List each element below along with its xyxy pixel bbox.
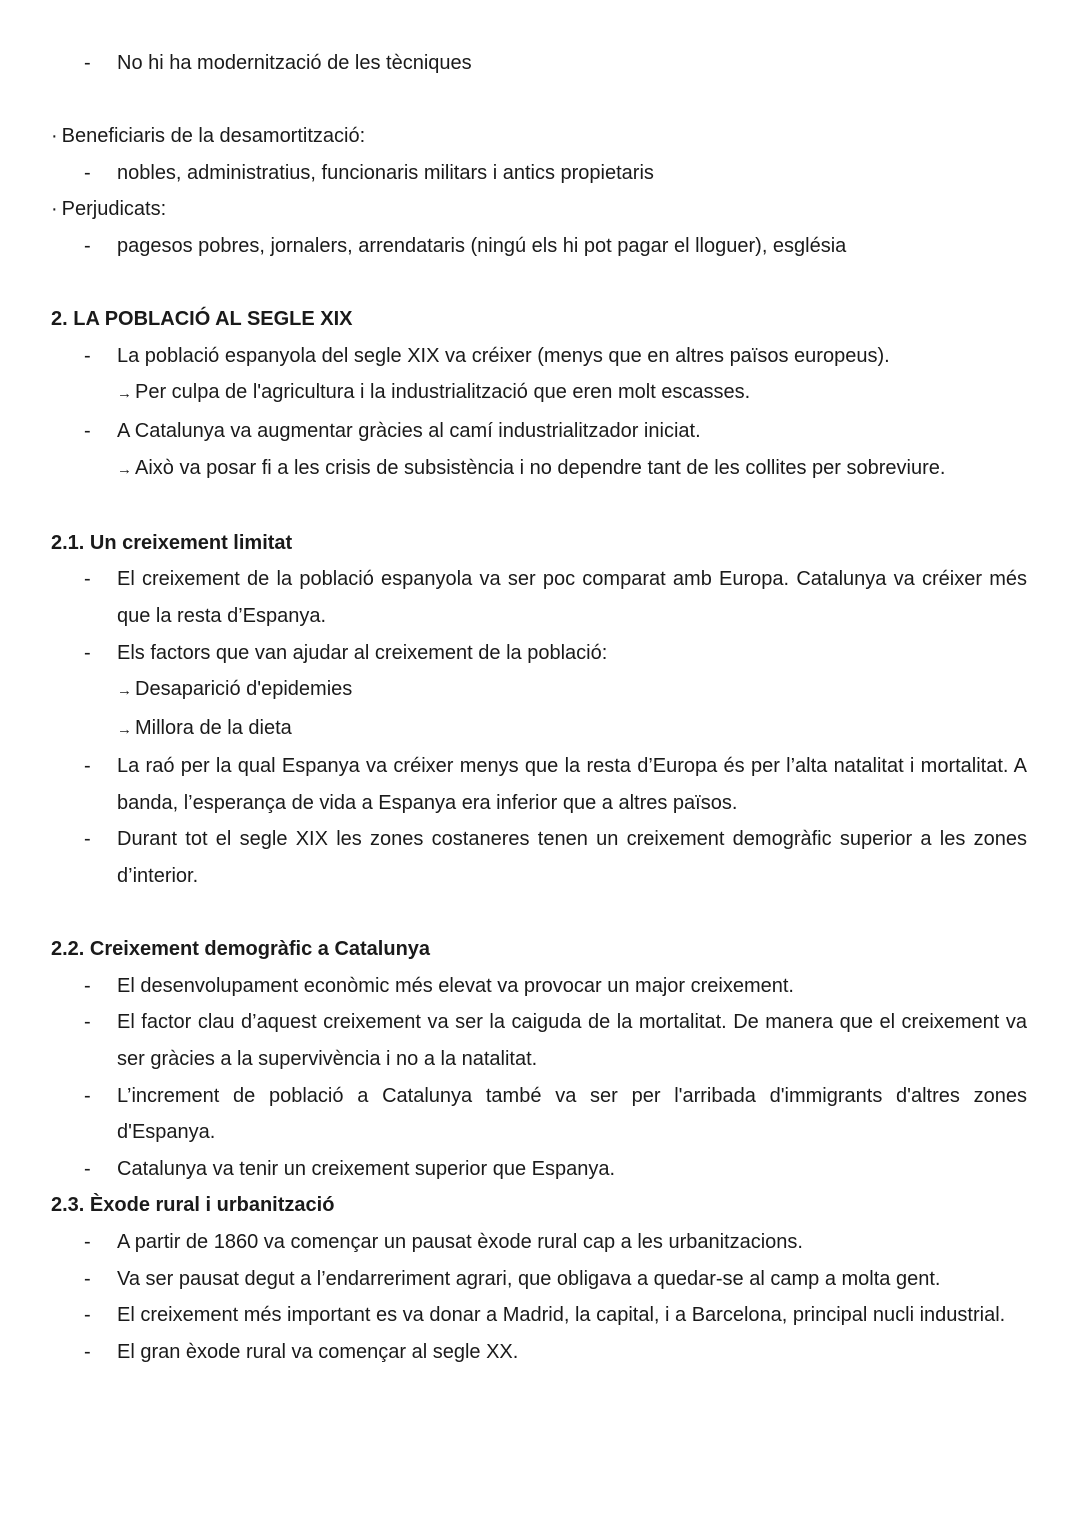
list-item: - El desenvolupament econòmic més elevat va provocar un major creixement. — [84, 974, 794, 997]
section-heading: 2.3. Èxode rural i urbanització — [51, 1194, 335, 1217]
list-item: - La raó per la qual Espanya va créixer menys que la resta d’Europa és per l’alta natalitat i mortalitat. A banda, l’esperança de vida a Espanya era inferior que a altres països. — [84, 755, 1027, 814]
list-item: - El factor clau d’aquest creixement va ser la caiguda de la mortalitat. De manera que el creixement va ser gràcies a la supervivència i no a la natalitat. — [84, 1011, 1027, 1071]
list-item: - El creixement de la població espanyola va ser poc comparat amb Europa. Catalunya va créixer més que la resta d’Espanya. — [84, 568, 1027, 627]
sub-item: → Per culpa de l'agricultura i la industrialització que eren molt escasses. — [117, 381, 751, 404]
document-page — [51, 45, 1027, 1370]
list-item: - No hi ha modernització de les tècniques — [84, 52, 472, 74]
section-heading: 2.2. Creixement demogràfic a Catalunya — [51, 938, 431, 961]
section-heading: 2. LA POBLACIÓ AL SEGLE XIX — [51, 308, 353, 331]
list-item: - L’increment de població a Catalunya també va ser per l'arribada d'immigrants d'altres zones d'Espanya. — [84, 1084, 1027, 1144]
perjudicats-label: · Perjudicats: — [51, 198, 167, 221]
list-item: - La població espanyola del segle XIX va créixer (menys que en altres països europeus). — [84, 344, 890, 367]
list-item: - El creixement més important es va donar a Madrid, la capital, i a Barcelona, principal nucli industrial. — [84, 1304, 1006, 1327]
list-item: - pagesos pobres, jornalers, arrendataris (ningú els hi pot pagar el lloguer), església — [84, 234, 847, 257]
list-item: - A partir de 1860 va començar un pausat èxode rural cap a les urbanitzacions. — [84, 1231, 803, 1253]
sub-item: → Això va posar fi a les crisis de subsistència i no dependre tant de les collites per sobreviure. — [117, 456, 946, 479]
list-item: - Durant tot el segle XIX les zones costaneres tenen un creixement demogràfic superior a les zones d’interior. — [84, 828, 1027, 888]
beneficiaris-label: · Beneficiaris de la desamortització: — [51, 125, 366, 148]
list-item: - nobles, administratius, funcionaris militars i antics propietaris — [84, 161, 654, 184]
sub-item: → Millora de la dieta — [117, 716, 292, 739]
list-item: - A Catalunya va augmentar gràcies al camí industrialitzador iniciat. — [84, 419, 701, 442]
section-heading: 2.1. Un creixement limitat — [51, 531, 293, 554]
list-item: - Catalunya va tenir un creixement superior que Espanya. — [84, 1157, 616, 1180]
list-item: - El gran èxode rural va començar al segle XX. — [84, 1340, 519, 1363]
sub-item: → Desaparició d'epidemies — [117, 678, 353, 701]
list-item: - Va ser pausat degut a l’endarreriment agrari, que obligava a quedar-se al camp a molta gent. — [84, 1267, 941, 1290]
list-item: - Els factors que van ajudar al creixement de la població: — [84, 641, 608, 664]
